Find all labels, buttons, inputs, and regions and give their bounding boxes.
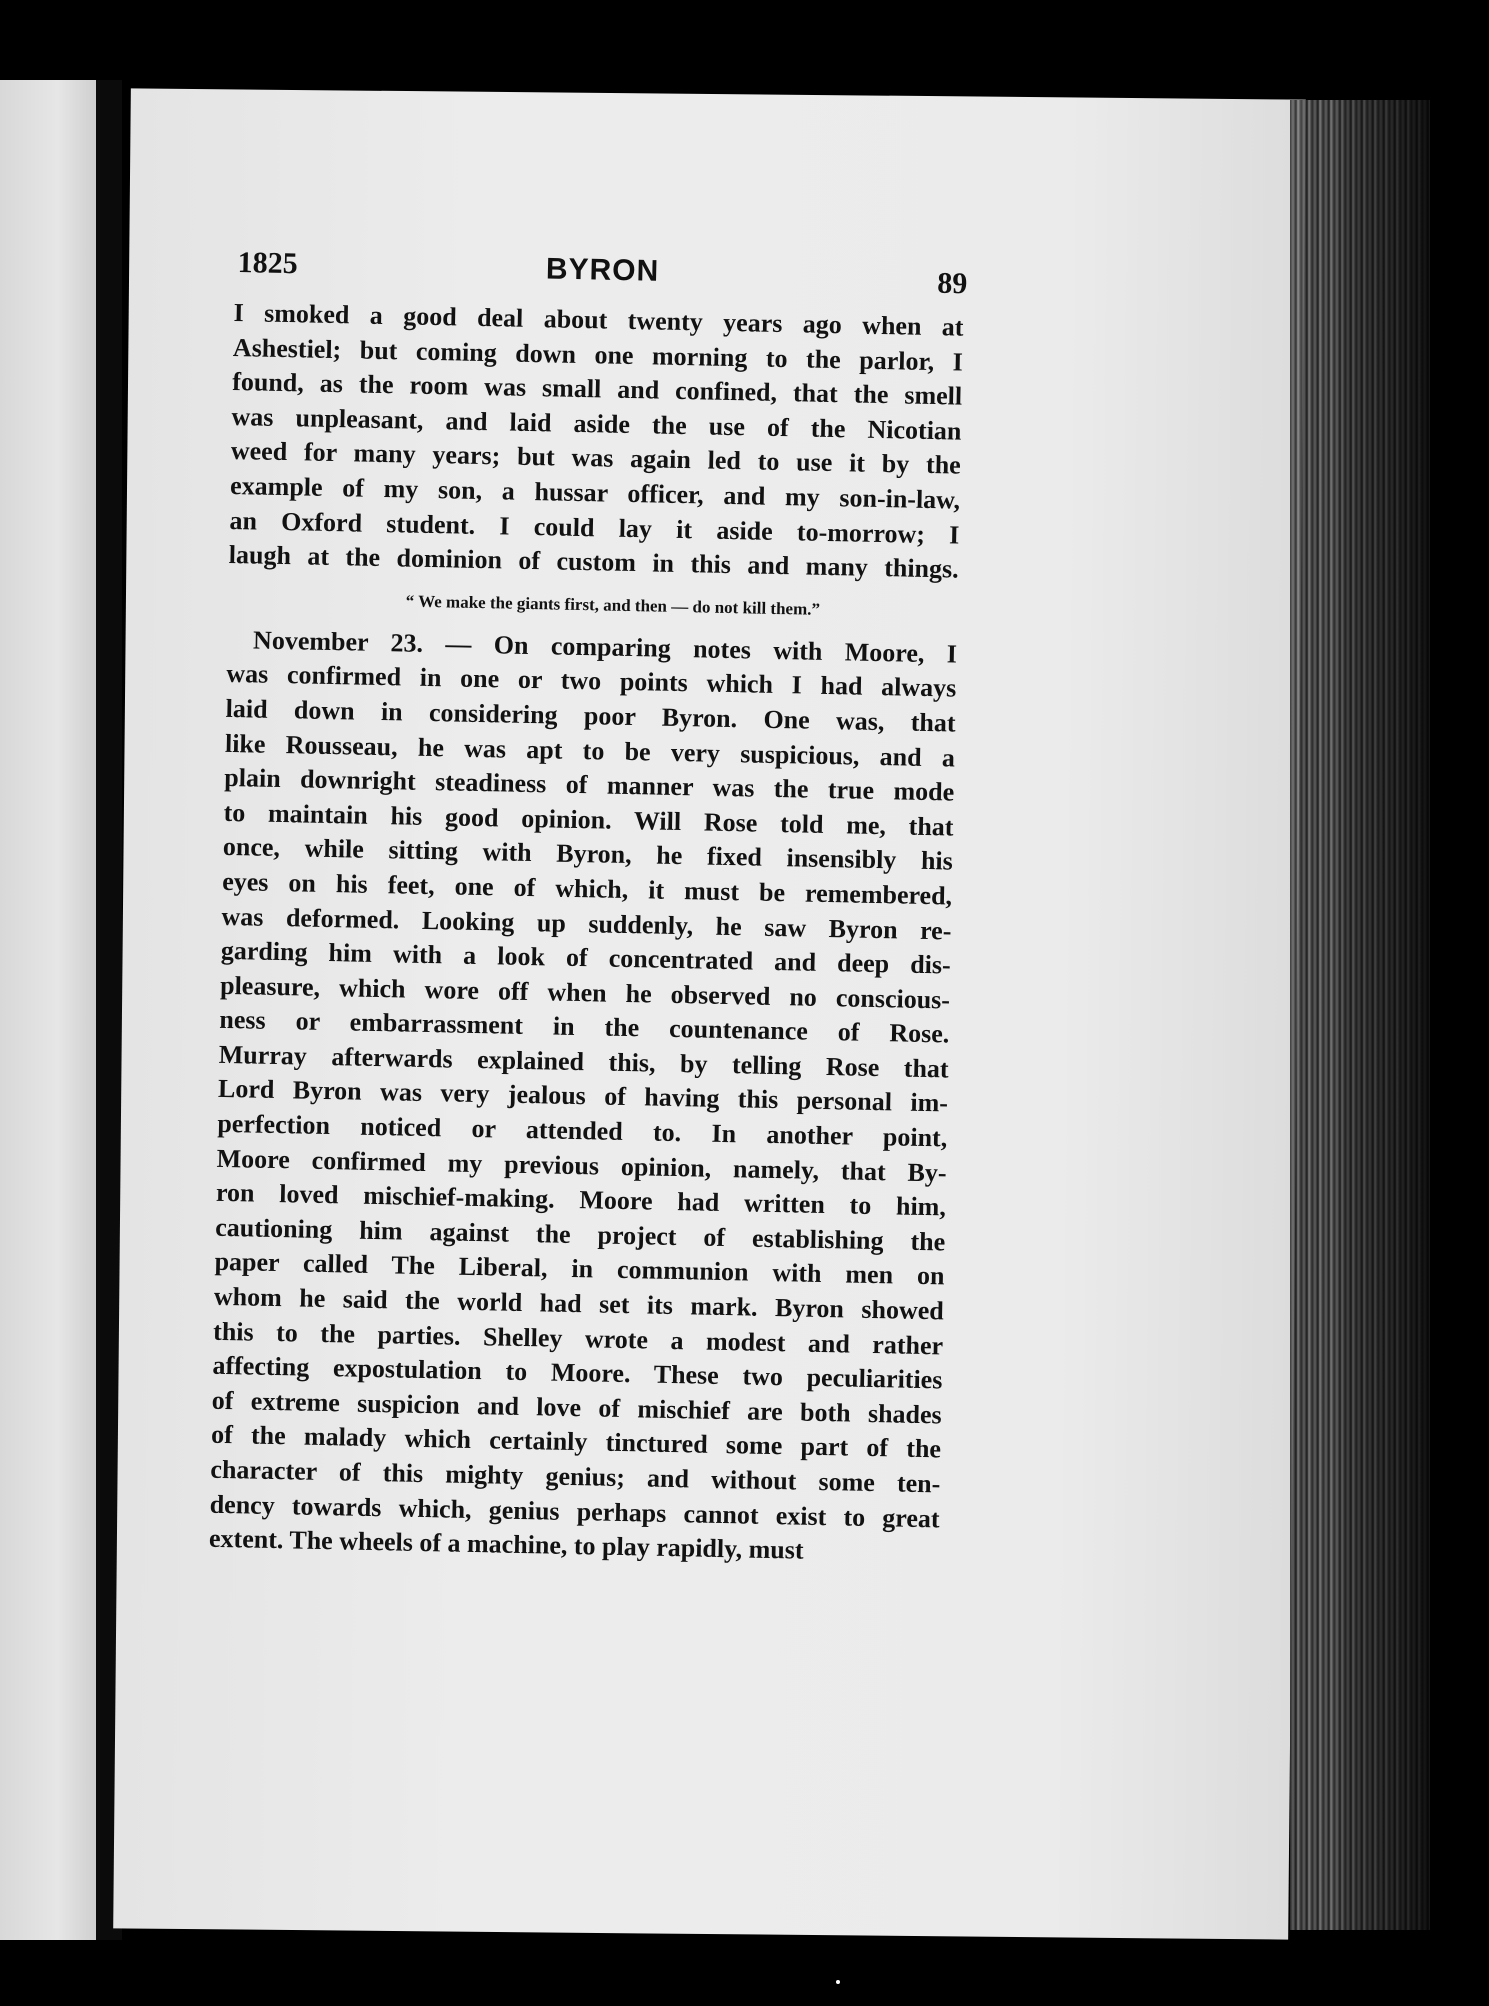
- text-line: of the malady which certainly tinctured some part of the: [210, 1420, 942, 1464]
- epigraph-quote: “ We make the giants first, and then — do not kill them.”: [405, 591, 821, 619]
- text-line: November 23. — On comparing notes with Moore, I: [252, 625, 958, 669]
- paragraph-november-23: [209, 623, 958, 1571]
- running-head-title: BYRON: [545, 252, 660, 288]
- text-line: ron loved mischief-making. Moore had written to him,: [215, 1178, 947, 1222]
- text-line: plain downright steadiness of manner was the true mode: [224, 763, 955, 807]
- text-line: was unpleasant, and laid aside the use of the Nicotian: [231, 401, 962, 446]
- text-line: an Oxford student. I could lay it aside to-morrow; I: [229, 505, 960, 550]
- text-line: weed for many years; but was again led to use it by the: [230, 436, 962, 480]
- text-line: of extreme suspicion and love of mischief are both shades: [211, 1385, 942, 1430]
- text-line: whom he said the world had set its mark. Byron showed: [213, 1281, 945, 1326]
- text-line: eyes on his feet, one of which, it must be remembered,: [221, 866, 953, 911]
- text-line: perfection noticed or attended to. In another point,: [217, 1108, 948, 1153]
- text-line: like Rousseau, he was apt to be very suspicious, and a: [224, 728, 956, 773]
- text-line: extent. The wheels of a machine, to play rapidly, must: [208, 1523, 804, 1565]
- text-line: Murray afterwards explained this, by telling Rose that: [218, 1039, 949, 1084]
- text-line: Ashestiel; but coming down one morning to the parlor, I: [232, 332, 964, 377]
- text-line: dency towards which, genius perhaps cannot exist to great: [209, 1489, 940, 1533]
- text-line: to maintain his good opinion. Will Rose told me, that: [223, 797, 954, 842]
- text-line: this to the parties. Shelley wrote a modest and rather: [212, 1316, 944, 1361]
- page-number: 89: [937, 266, 968, 301]
- running-head-year: 1825: [237, 246, 298, 281]
- text-line: pleasure, which wore off when he observed no conscious-: [219, 970, 951, 1015]
- text-line: I smoked a good deal about twenty years ago when at: [233, 297, 964, 342]
- previous-page-edge: [0, 80, 96, 1940]
- text-line: was confirmed in one or two points which I had always: [226, 659, 957, 703]
- text-line: found, as the room was small and confined, that the smell: [231, 367, 963, 411]
- body-text: [209, 296, 964, 1571]
- text-line: Lord Byron was very jealous of having this personal im-: [217, 1074, 949, 1118]
- text-line: affecting expostulation to Moore. These two peculiarities: [212, 1351, 943, 1395]
- text-line: laugh at the dominion of custom in this and many things.: [228, 540, 959, 584]
- text-line: cautioning him against the project of establishing the: [215, 1212, 946, 1257]
- text-line: character of this mighty genius; and without some ten-: [210, 1454, 941, 1499]
- text-line: laid down in considering poor Byron. One was, that: [225, 693, 956, 738]
- text-line: example of my son, a hussar officer, and my son-in-law,: [229, 470, 961, 515]
- text-line: was deformed. Looking up suddenly, he saw Byron re-: [221, 901, 952, 946]
- scan-speck: [836, 1980, 840, 1984]
- text-line: paper called The Liberal, in communion with men on: [214, 1247, 945, 1291]
- text-line: garding him with a look of concentrated and deep dis-: [220, 935, 952, 980]
- paragraph-smoking: [228, 296, 963, 587]
- text-line: Moore confirmed my previous opinion, namely, that By-: [216, 1143, 947, 1188]
- text-line: ness or embarrassment in the countenance of Rose.: [219, 1005, 950, 1049]
- page-fore-edge-shadow: [1340, 100, 1440, 1930]
- text-line: once, while sitting with Byron, he fixed insensibly his: [222, 832, 954, 876]
